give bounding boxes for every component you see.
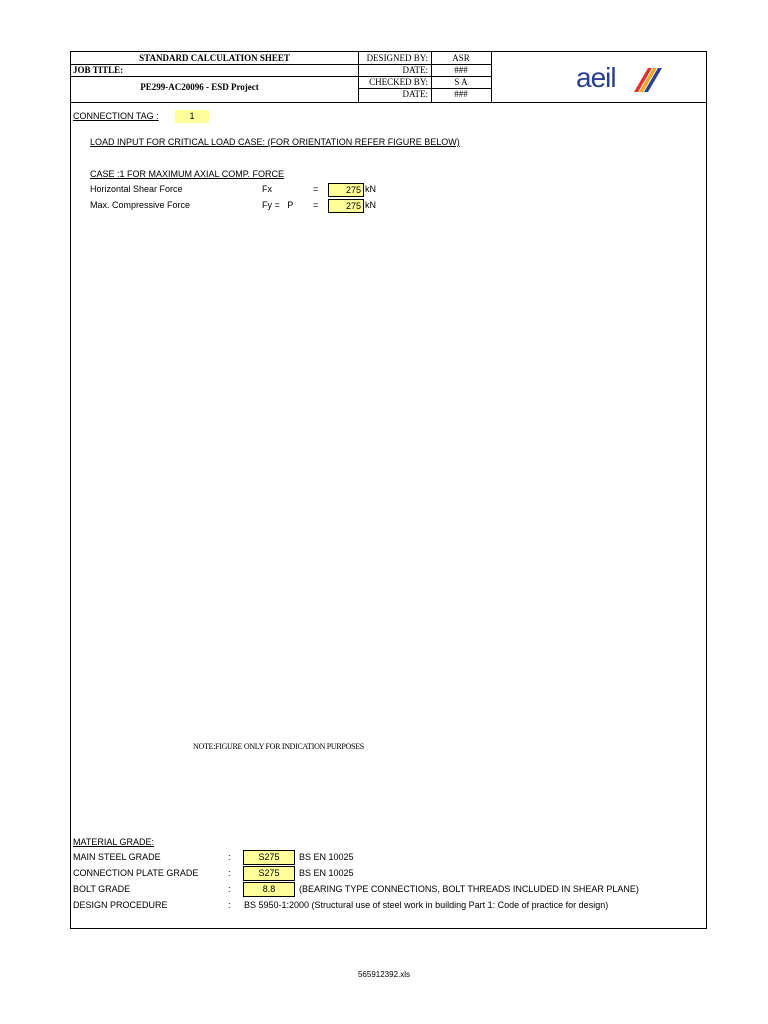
date-label: DATE: [402, 65, 428, 75]
load-row-unit: kN [365, 184, 376, 194]
connection-tag-label: CONNECTION TAG : [73, 111, 159, 121]
material-row-spec: BS EN 10025 [299, 868, 354, 878]
material-row-colon: : [228, 884, 231, 894]
load-input-heading: LOAD INPUT FOR CRITICAL LOAD CASE: (FOR ORIENTATION REFER FIGURE BELOW) [90, 137, 460, 147]
logo-stripes-icon [628, 66, 662, 94]
checked-by-value: S A [454, 77, 468, 87]
load-row-equals: = [313, 184, 319, 194]
material-row-label: MAIN STEEL GRADE [73, 852, 161, 862]
footer-filename: 565912392.xls [357, 970, 411, 979]
load-row-symbol: Fx [262, 184, 272, 194]
load-row-label: Horizontal Shear Force [90, 184, 183, 194]
sheet-title: STANDARD CALCULATION SHEET [139, 53, 290, 63]
material-row-label: BOLT GRADE [73, 884, 131, 894]
compressive-force-input[interactable]: 275 [328, 199, 364, 213]
material-heading: MATERIAL GRADE: [73, 837, 155, 847]
material-row-spec: (BEARING TYPE CONNECTIONS, BOLT THREADS INCLUDED IN SHEAR PLANE) [299, 884, 639, 894]
horizontal-shear-input[interactable]: 275 [328, 183, 364, 197]
design-procedure-colon: : [228, 900, 231, 910]
load-row-equals: = [313, 200, 319, 210]
connection-tag-value[interactable]: 1 [175, 110, 209, 123]
designed-by-value: ASR [452, 53, 470, 63]
load-row-label: Max. Compressive Force [90, 200, 191, 210]
sheet-header [71, 52, 707, 103]
material-row-colon: : [228, 868, 231, 878]
header-rule [71, 76, 358, 77]
date-label: DATE: [402, 89, 428, 99]
header-divider [491, 52, 492, 102]
material-row-label: CONNECTION PLATE GRADE [73, 868, 199, 878]
load-row-unit: kN [365, 200, 376, 210]
calculation-sheet [70, 51, 707, 929]
material-row-spec: BS EN 10025 [299, 852, 354, 862]
load-row-symbol: Fy = P [262, 200, 294, 210]
design-procedure-value: BS 5950-1:2000 (Structural use of steel work in building Part 1: Code of practice for design) [244, 900, 609, 910]
plate-grade-input[interactable]: S275 [243, 866, 295, 881]
aeil-logo [576, 62, 666, 94]
checked-by-label: CHECKED BY: [369, 77, 428, 87]
logo-text: aeil [576, 62, 616, 93]
date-value: ### [454, 65, 468, 75]
date-value: ### [454, 89, 468, 99]
bolt-grade-input[interactable]: 8.8 [243, 882, 295, 897]
design-procedure-label: DESIGN PROCEDURE [73, 900, 168, 910]
material-row-colon: : [228, 852, 231, 862]
case-heading: CASE :1 FOR MAXIMUM AXIAL COMP. FORCE [90, 169, 285, 179]
job-title-label: JOB TITLE: [73, 65, 124, 75]
project-name: PE299-AC20096 - ESD Project [140, 82, 259, 92]
designed-by-label: DESIGNED BY: [366, 53, 428, 63]
main-steel-grade-input[interactable]: S275 [243, 850, 295, 865]
figure-note: NOTE:FIGURE ONLY FOR INDICATION PURPOSES [193, 742, 364, 751]
